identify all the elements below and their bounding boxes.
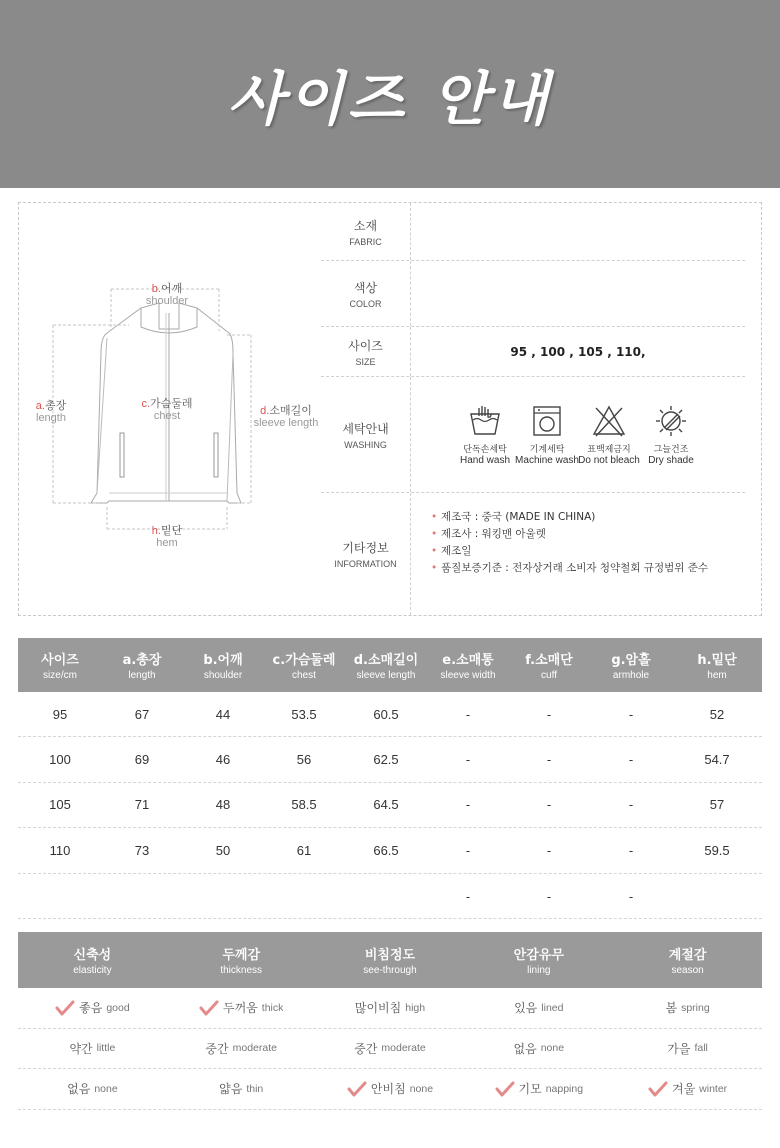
- size-header-cell: [18, 638, 102, 692]
- info-list: [431, 509, 708, 577]
- feel-option-en: little: [96, 1042, 116, 1055]
- dry-shade-ko: 그늘건조: [653, 444, 689, 455]
- size-table-body: [18, 692, 762, 919]
- page-title: 사이즈 안내: [227, 65, 553, 133]
- size-header-cell: [344, 638, 428, 692]
- washing-label-en: WASHING: [344, 439, 387, 450]
- feel-header-cell: [18, 932, 167, 988]
- table-cell: -: [628, 706, 634, 722]
- feel-option-ko: 기모: [518, 1082, 542, 1097]
- table-cell: 46: [215, 752, 231, 768]
- feel-option: [18, 1029, 167, 1069]
- table-cell: 54.7: [704, 752, 730, 768]
- table-cell: 95: [52, 706, 68, 722]
- label-length: a.총장 length: [35, 400, 67, 424]
- dry-shade-item: [640, 404, 702, 466]
- size-header-ko: e.소매통: [442, 653, 494, 668]
- product-info-box: [18, 202, 762, 616]
- table-cell: 59.5: [704, 842, 730, 858]
- machine-wash-item: [516, 404, 578, 466]
- feel-option-ko: 두꺼움: [223, 1001, 258, 1016]
- size-header-ko: h.밑단: [697, 653, 737, 668]
- feel-option-ko: 얇음: [219, 1082, 243, 1097]
- spec-row-size: [321, 327, 745, 377]
- check-mark-icon: [199, 1000, 219, 1016]
- feel-option-ko: 중간: [354, 1041, 378, 1056]
- no-bleach-ko: 표백제금지: [587, 444, 631, 455]
- feel-option-en: napping: [545, 1082, 584, 1095]
- table-cell: 110: [49, 842, 71, 858]
- feel-option: [18, 1069, 167, 1109]
- feel-option-ko: 많이비침: [354, 1001, 402, 1016]
- feel-header-en: season: [671, 965, 704, 976]
- size-table-header: [18, 638, 762, 692]
- size-header-en: shoulder: [203, 670, 243, 681]
- feel-option: [613, 1069, 762, 1109]
- feel-header-en: see-through: [363, 965, 417, 976]
- table-cell: 60.5: [373, 706, 399, 722]
- hand-wash-ko: 단독손세탁: [463, 444, 507, 455]
- info-label-en: INFORMATION: [334, 559, 397, 569]
- spec-row-info: [321, 493, 745, 615]
- fabric-label-en: FABRIC: [349, 236, 382, 247]
- washing-label-ko: 세탁안내: [342, 421, 389, 436]
- title-banner: [0, 0, 780, 188]
- info-line-maker: • 제조사 : 워킹맨 아울렛: [431, 526, 708, 543]
- feel-option-ko: 없음: [513, 1041, 537, 1056]
- table-cell: -: [546, 706, 552, 722]
- table-row: [18, 783, 762, 828]
- size-header-ko: a.총장: [122, 653, 162, 668]
- fabric-value: [411, 203, 745, 260]
- spec-label-size: [321, 327, 411, 376]
- table-cell: 71: [134, 797, 150, 813]
- feel-option-en: moderate: [232, 1042, 277, 1055]
- size-header-en: length: [128, 670, 156, 681]
- info-line-warranty: • 품질보증기준 : 전자상거래 소비자 청약철회 규정범위 준수: [431, 560, 708, 577]
- feel-option: [464, 988, 613, 1028]
- feel-header-en: elasticity: [73, 965, 112, 976]
- label-shoulder: b.어깨 shoulder: [145, 283, 189, 307]
- label-sleeve: d.소매길이 sleeve length: [253, 405, 319, 429]
- spec-panel: [321, 203, 763, 615]
- table-cell: -: [465, 889, 471, 905]
- feel-header-ko: 안감유무: [513, 948, 564, 963]
- label-chest: c.가슴둘레 chest: [141, 398, 193, 422]
- feel-option-ko: 겨울: [671, 1082, 696, 1097]
- table-cell: 61: [296, 842, 312, 858]
- dry-shade-icon: [653, 404, 689, 438]
- feel-option-en: winter: [699, 1082, 728, 1095]
- feel-option-en: good: [106, 1001, 130, 1014]
- feel-option-en: moderate: [381, 1042, 426, 1055]
- size-header-cell: [428, 638, 508, 692]
- dry-shade-en: Dry shade: [648, 454, 694, 466]
- feel-option: [464, 1029, 613, 1069]
- feel-option: [18, 988, 167, 1028]
- feel-option-en: none: [409, 1082, 434, 1095]
- feel-option-en: none: [540, 1042, 565, 1055]
- feel-option-ko: 가을: [667, 1041, 691, 1056]
- table-cell: 57: [709, 797, 725, 813]
- table-cell: -: [628, 842, 634, 858]
- feel-row: [18, 1069, 762, 1110]
- feel-header-cell: [316, 932, 465, 988]
- fabric-label-ko: 소재: [353, 218, 378, 233]
- color-label-ko: 색상: [353, 280, 378, 295]
- table-cell: 73: [134, 842, 150, 858]
- feel-option-ko: 봄: [665, 1001, 678, 1016]
- feel-header-ko: 두께감: [222, 948, 261, 963]
- machine-wash-en: Machine wash: [515, 454, 579, 466]
- table-cell: [264, 874, 344, 918]
- hand-wash-icon: [467, 404, 503, 438]
- size-header-cell: [672, 638, 762, 692]
- feel-option-ko: 있음: [514, 1001, 538, 1016]
- machine-wash-icon: [529, 404, 565, 438]
- feel-option-en: spring: [681, 1001, 710, 1014]
- feel-option-ko: 없음: [67, 1082, 91, 1097]
- spec-label-color: [321, 261, 411, 326]
- table-cell: 105: [49, 797, 71, 813]
- washing-icons: [411, 377, 745, 492]
- feel-option-ko: 안비침: [370, 1082, 406, 1097]
- label-hem: h.밑단 hem: [151, 525, 183, 549]
- table-cell: 56: [296, 752, 312, 768]
- size-header-cell: [590, 638, 672, 692]
- table-cell: -: [628, 797, 634, 813]
- feel-header-cell: [167, 932, 316, 988]
- table-row: [18, 737, 762, 782]
- color-label-en: COLOR: [349, 298, 382, 309]
- feel-option: [316, 988, 465, 1028]
- table-cell: 58.5: [291, 797, 317, 813]
- feel-option: [167, 988, 316, 1028]
- feel-option-en: thick: [261, 1001, 284, 1014]
- table-cell: -: [546, 842, 552, 858]
- feel-option-ko: 중간: [205, 1041, 229, 1056]
- feel-row: [18, 1029, 762, 1070]
- size-header-cell: [102, 638, 182, 692]
- feel-option-ko: 약간: [69, 1041, 93, 1056]
- spec-row-color: [321, 261, 745, 327]
- table-cell: -: [465, 842, 471, 858]
- size-header-en: chest: [292, 670, 316, 681]
- size-header-cell: [264, 638, 344, 692]
- table-cell: 53.5: [291, 706, 317, 722]
- size-header-ko: d.소매길이: [353, 653, 419, 668]
- hand-wash-item: [454, 404, 516, 466]
- size-header-ko: 사이즈: [41, 653, 79, 668]
- feel-option: [167, 1069, 316, 1109]
- table-row: [18, 874, 762, 919]
- size-header-ko: f.소매단: [525, 653, 573, 668]
- feel-option-en: none: [94, 1082, 118, 1095]
- size-header-en: sleeve length: [356, 670, 416, 681]
- size-label-ko: 사이즈: [348, 338, 383, 353]
- table-cell: [344, 874, 428, 918]
- spec-label-washing: [321, 377, 411, 492]
- size-header-cell: [508, 638, 590, 692]
- table-cell: 100: [49, 752, 71, 768]
- feel-row: [18, 988, 762, 1029]
- jacket-diagram: [19, 203, 321, 615]
- feel-header-cell: [613, 932, 762, 988]
- table-cell: 48: [215, 797, 231, 813]
- check-mark-icon: [347, 1081, 367, 1097]
- table-cell: -: [465, 706, 471, 722]
- size-header-ko: g.암홀: [611, 653, 651, 668]
- machine-wash-ko: 기계세탁: [529, 444, 565, 455]
- feel-option: [613, 1029, 762, 1069]
- size-value: 95 , 100 , 105 , 110,: [510, 344, 646, 359]
- table-cell: 67: [134, 706, 150, 722]
- check-mark-icon: [55, 1000, 75, 1016]
- feel-header-ko: 비침정도: [364, 948, 416, 963]
- spec-row-fabric: [321, 203, 745, 261]
- fit-feel-body: [18, 988, 762, 1110]
- size-header-cell: [182, 638, 264, 692]
- table-cell: -: [546, 752, 552, 768]
- feel-option-en: high: [405, 1001, 426, 1014]
- table-cell: -: [628, 889, 634, 905]
- table-cell: [182, 874, 264, 918]
- feel-header-en: lining: [527, 965, 551, 976]
- size-table: [18, 638, 762, 919]
- spec-label-fabric: [321, 203, 411, 260]
- no-bleach-icon: [591, 404, 627, 438]
- feel-option-ko: 좋음: [79, 1001, 103, 1016]
- table-cell: 62.5: [373, 752, 399, 768]
- table-cell: -: [465, 797, 471, 813]
- feel-option-en: lined: [541, 1001, 564, 1014]
- size-label-en: SIZE: [355, 356, 376, 367]
- table-row: [18, 692, 762, 737]
- info-line-origin: • 제조국 : 중국 (MADE IN CHINA): [431, 509, 708, 526]
- info-label-ko: 기타정보: [342, 541, 389, 555]
- check-mark-icon: [648, 1081, 668, 1097]
- feel-option: [316, 1029, 465, 1069]
- spec-label-info: [321, 493, 411, 615]
- fit-feel-table: [18, 932, 762, 1110]
- feel-header-cell: [464, 932, 613, 988]
- size-header-en: size/cm: [43, 670, 77, 681]
- table-cell: 44: [215, 706, 231, 722]
- table-cell: -: [628, 752, 634, 768]
- feel-header-en: thickness: [220, 965, 263, 976]
- feel-header-ko: 신축성: [73, 948, 112, 963]
- hand-wash-en: Hand wash: [459, 454, 511, 466]
- table-cell: [102, 874, 182, 918]
- size-header-en: hem: [707, 670, 727, 681]
- table-cell: [18, 874, 102, 918]
- size-header-ko: b.어깨: [203, 653, 243, 668]
- table-cell: 52: [709, 706, 725, 722]
- color-value: [411, 261, 745, 326]
- size-header-en: sleeve width: [440, 670, 496, 681]
- table-row: [18, 828, 762, 873]
- no-bleach-item: [578, 404, 640, 466]
- feel-option-en: thin: [246, 1082, 264, 1095]
- check-mark-icon: [495, 1081, 515, 1097]
- info-line-date: • 제조일: [431, 543, 708, 560]
- table-cell: 66.5: [373, 842, 399, 858]
- table-cell: -: [465, 752, 471, 768]
- table-cell: [672, 874, 762, 918]
- table-cell: 50: [215, 842, 231, 858]
- feel-option-en: fall: [694, 1042, 708, 1055]
- size-header-en: armhole: [612, 670, 650, 681]
- feel-option: [613, 988, 762, 1028]
- no-bleach-en: Do not bleach: [578, 454, 640, 466]
- table-cell: -: [546, 797, 552, 813]
- table-cell: -: [546, 889, 552, 905]
- size-header-en: cuff: [541, 670, 557, 681]
- spec-row-washing: [321, 377, 745, 493]
- table-cell: 64.5: [373, 797, 399, 813]
- feel-header-ko: 계절감: [668, 948, 707, 963]
- feel-option: [316, 1069, 465, 1109]
- fit-feel-header: [18, 932, 762, 988]
- feel-option: [464, 1069, 613, 1109]
- size-header-ko: c.가슴둘레: [272, 653, 336, 668]
- table-cell: 69: [134, 752, 150, 768]
- feel-option: [167, 1029, 316, 1069]
